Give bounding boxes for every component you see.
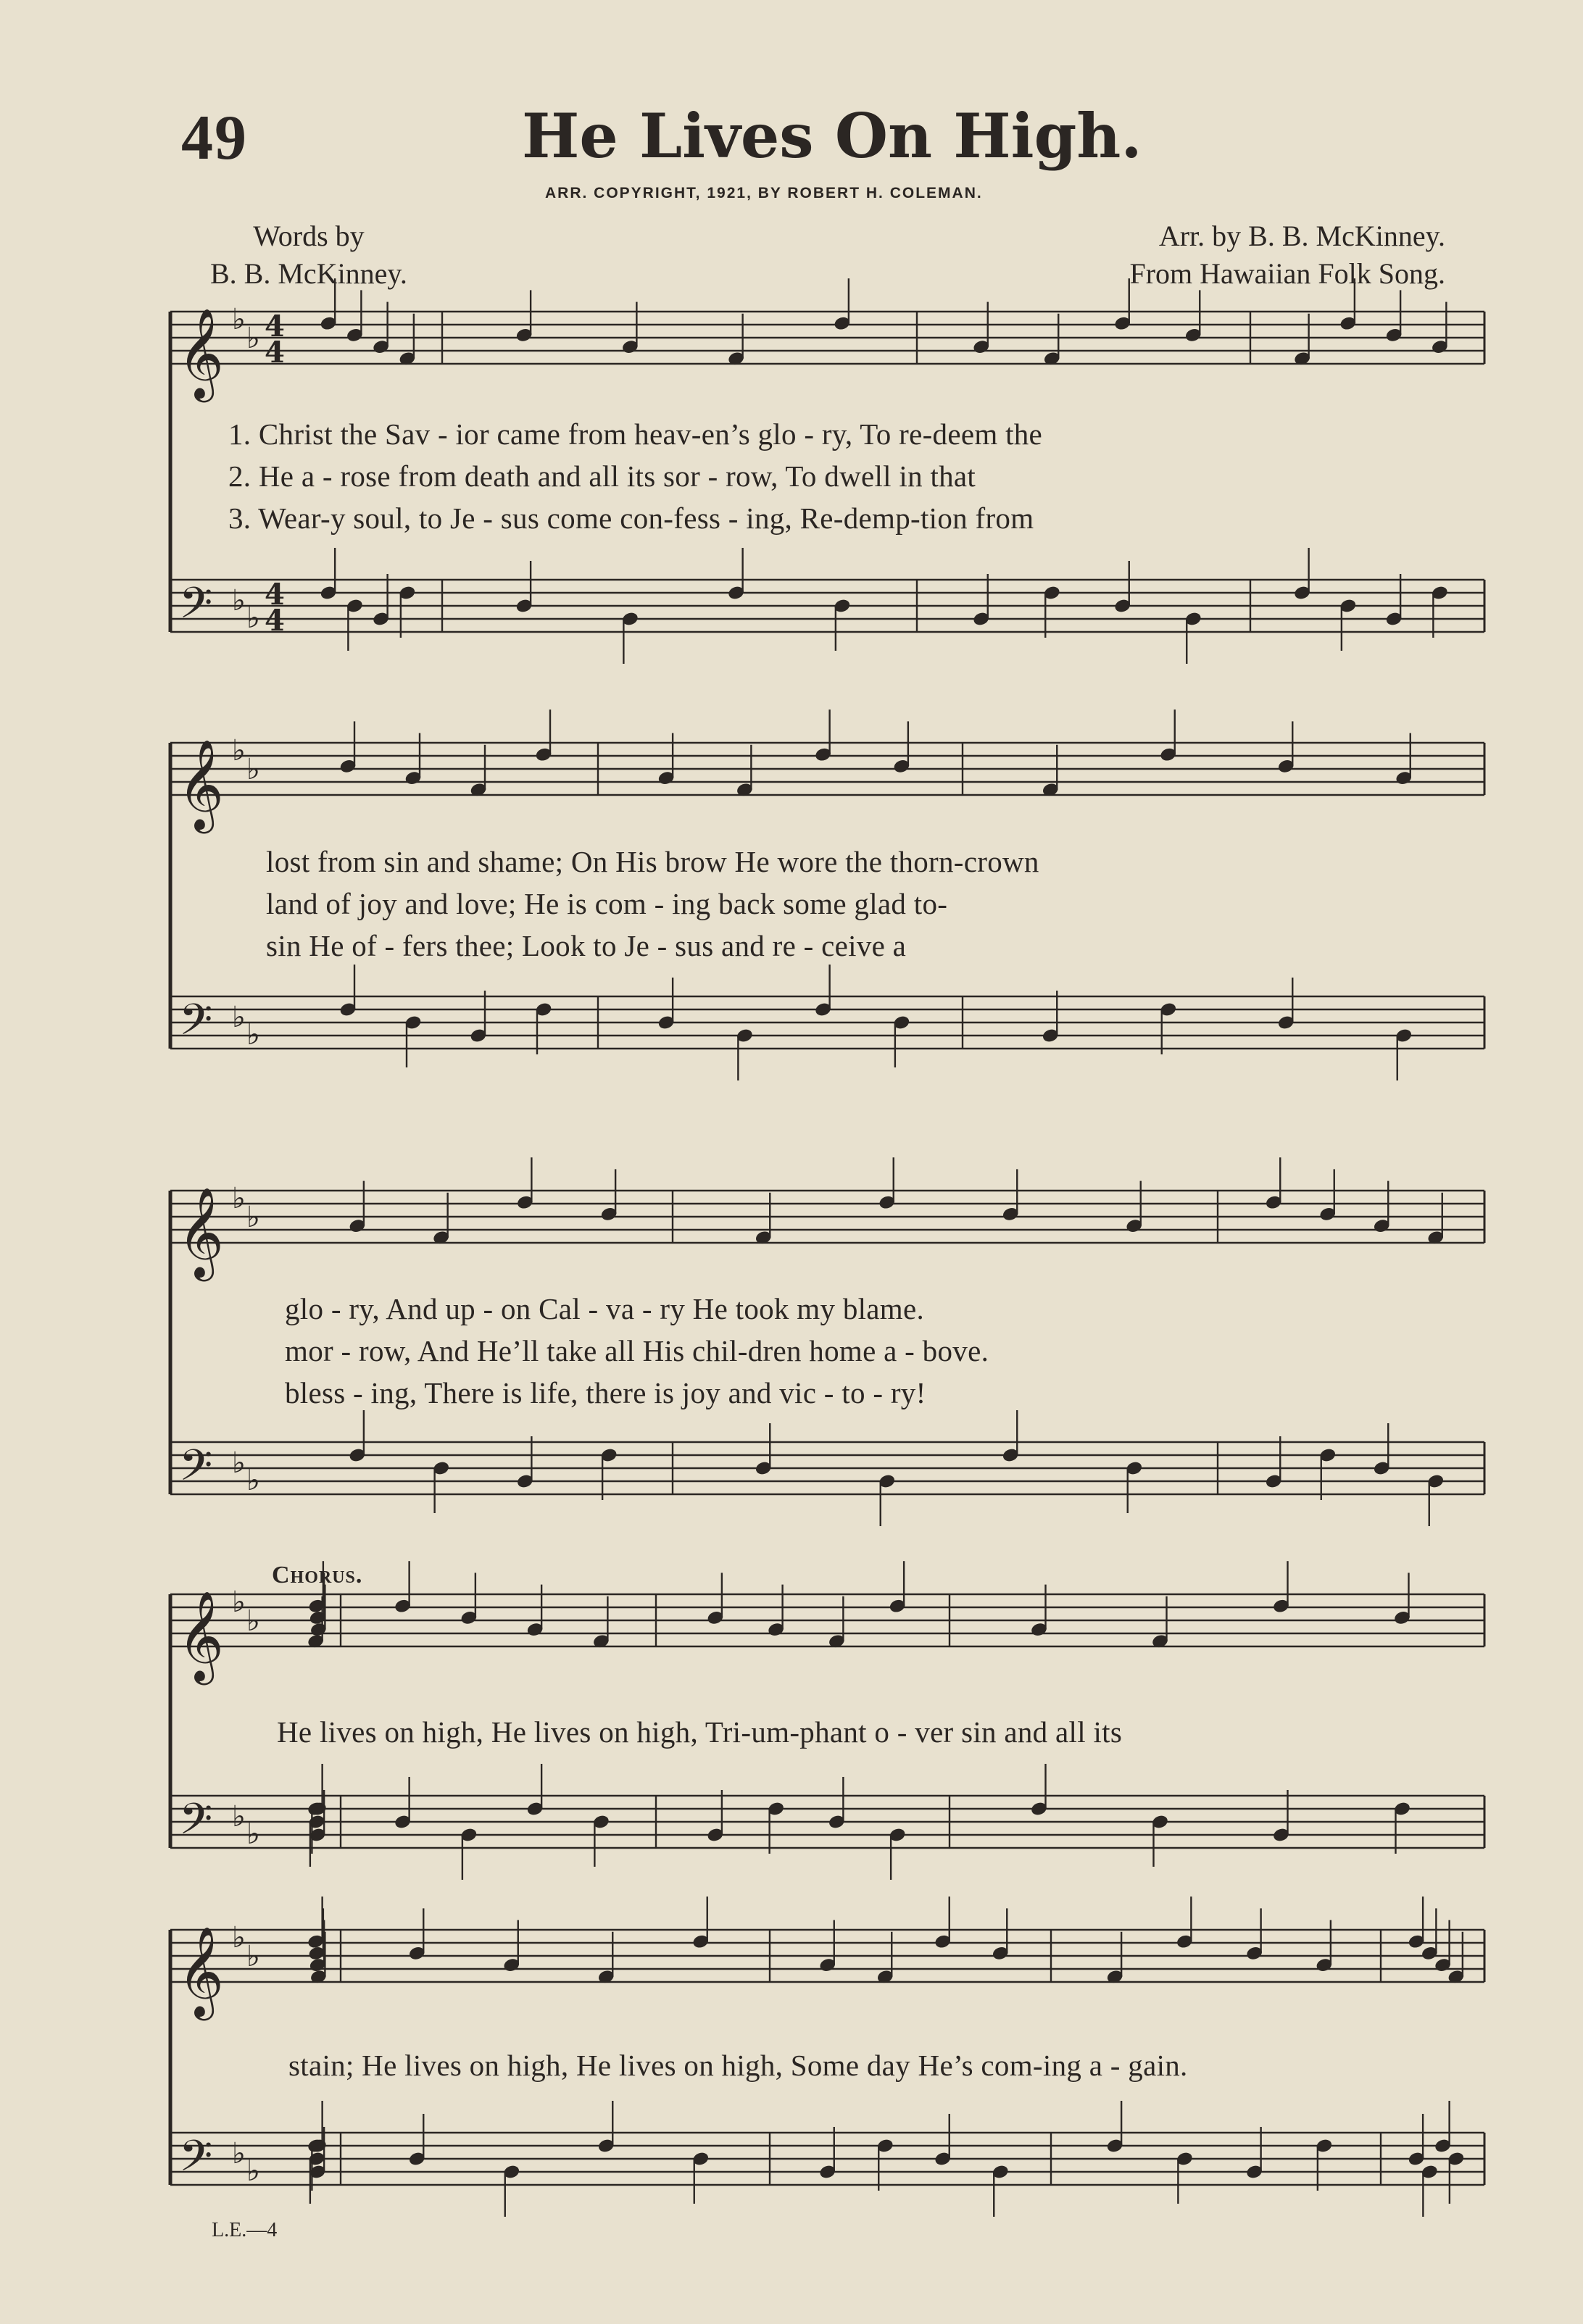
music-source: From Hawaiian Folk Song.: [1129, 257, 1445, 290]
flat-icon: ♭: [232, 1800, 246, 1833]
flat-icon: ♭: [232, 303, 246, 336]
bass-clef-icon: 𝄢: [179, 2131, 213, 2191]
chorus-label: Chorus.: [272, 1562, 363, 1588]
lyric-line: 1. Christ the Sav - ior came from heav-en’s glo - ry, To re-deem the: [228, 417, 1043, 451]
lyric-line: bless - ing, There is life, there is joy and vic - to - ry!: [285, 1376, 926, 1409]
lyric-line: 3. Wear-y soul, to Je - sus come con-fess - ing, Re-demp-tion from: [228, 501, 1034, 535]
flat-icon: ♭: [232, 734, 246, 767]
flat-icon: ♭: [246, 1464, 260, 1497]
flat-icon: ♭: [232, 1446, 246, 1480]
flat-icon: ♭: [232, 1182, 246, 1215]
flat-icon: ♭: [232, 584, 246, 617]
words-by-label: Words by: [253, 220, 365, 252]
time-signature-bottom: 4: [265, 336, 285, 370]
copyright-notice: ARR. COPYRIGHT, 1921, BY ROBERT H. COLEMAN.: [545, 185, 983, 201]
hymn-title: He Lives On High.: [522, 100, 1142, 172]
bass-clef-icon: 𝄢: [179, 994, 213, 1055]
flat-icon: ♭: [232, 2137, 246, 2170]
flat-icon: ♭: [232, 1586, 246, 1619]
treble-clef-icon: 𝄞: [178, 1187, 224, 1278]
flat-icon: ♭: [246, 601, 260, 635]
treble-clef-icon: 𝄞: [178, 739, 224, 830]
words-by-name: B. B. McKinney.: [210, 257, 407, 290]
time-signature-top: 4: [265, 578, 285, 612]
lyric-line: mor - row, And He’ll take all His chil-dren home a - bove.: [285, 1334, 989, 1367]
bass-clef-icon: 𝄢: [179, 1440, 213, 1501]
treble-clef-icon: 𝄞: [178, 308, 224, 399]
lyric-line: He lives on high, He lives on high, Tri-um-phant o - ver sin and all its: [277, 1715, 1123, 1749]
time-signature-top: 4: [265, 309, 285, 343]
bass-clef-icon: 𝄢: [179, 578, 213, 638]
flat-icon: ♭: [246, 1018, 260, 1051]
flat-icon: ♭: [246, 753, 260, 786]
flat-icon: ♭: [232, 1001, 246, 1034]
lyric-line: land of joy and love; He is com - ing back some glad to-: [266, 887, 948, 920]
lyric-line: stain; He lives on high, He lives on high, Some day He’s com-ing a - gain.: [288, 2049, 1188, 2082]
flat-icon: ♭: [246, 322, 260, 355]
flat-icon: ♭: [246, 1940, 260, 1973]
lyric-line: sin He of - fers thee; Look to Je - sus and re - ceive a: [266, 929, 907, 962]
hymn-number: 49: [181, 103, 248, 173]
flat-icon: ♭: [232, 1921, 246, 1954]
bass-clef-icon: 𝄢: [179, 1794, 213, 1854]
lyric-line: lost from sin and shame; On His brow He wore the thorn-crown: [266, 845, 1039, 878]
flat-icon: ♭: [246, 1201, 260, 1234]
lyric-line: glo - ry, And up - on Cal - va - ry He took my blame.: [285, 1292, 925, 1325]
treble-clef-icon: 𝄞: [178, 1926, 224, 2017]
flat-icon: ♭: [246, 2154, 260, 2188]
time-signature-bottom: 4: [265, 604, 285, 638]
flat-icon: ♭: [246, 1817, 260, 1851]
page-footer-mark: L.E.—4: [212, 2219, 278, 2241]
lyric-line: 2. He a - rose from death and all its sor - row, To dwell in that: [228, 459, 976, 493]
arranged-by: Arr. by B. B. McKinney.: [1158, 220, 1445, 252]
flat-icon: ♭: [246, 1604, 260, 1638]
treble-clef-icon: 𝄞: [178, 1591, 224, 1681]
